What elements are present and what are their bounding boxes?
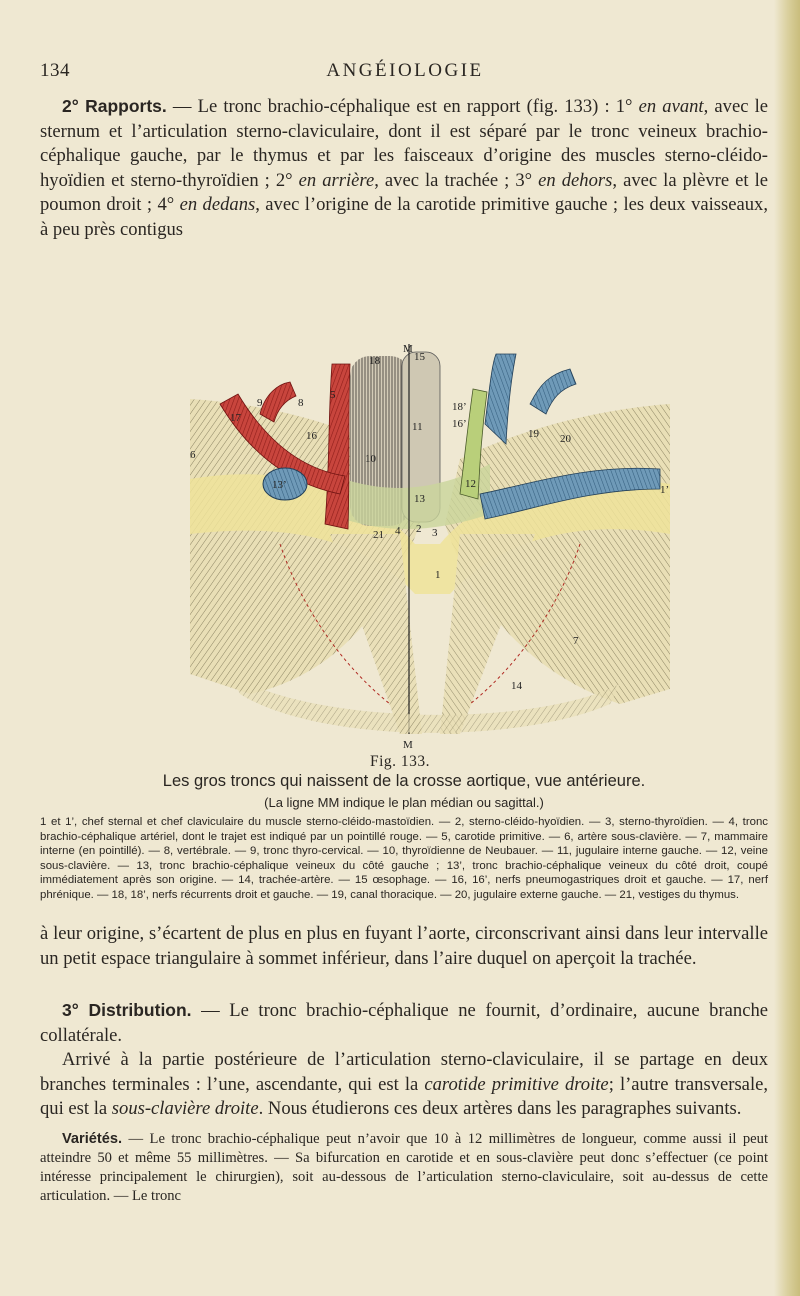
text-run: — Le tronc brachio-céphalique peut n’avoir que 10 à 12 millimètres de longueur, comme aussi il peut atteindre 50 et même 55 millimètres. — Sa bifurcation en carotide et en sous-clavière peut donc s’effectuer (ce point intéresse principalement le chirurgien), soit au-dessous de l’articulation sterno-claviculaire, soit au-dessus de cette articulation. — Le tronc [40,1131,768,1204]
text-run: , avec le sternum et l’articulation sterno-claviculaire, dont il est séparé par le tronc veineux brachio-céphalique gauche, par le thymus et par les faisceaux d’origine des muscles sterno-cléido-hyoïdien et sterno-thyroïdien ; 2° [40,96,768,191]
label-m-bottom: M [403,739,413,749]
italic-run: sous-clavière droite [111,1098,259,1120]
varietes-paragraph [40,1130,768,1206]
text-run: ; l’autre transversale, qui est la [40,1073,769,1120]
after-figure-paragraph [40,922,768,971]
figure-title: Les gros troncs qui naissent de la crosse aortique, vue antérieure. [162,772,646,790]
label-11: 11 [412,421,423,433]
page-edge-shading [774,0,800,1296]
italic-run: en dehors [538,169,613,191]
label-1: 1 [435,569,441,581]
italic-run: carotide primitive droite [424,1073,609,1095]
figure-number: Fig. 133. [369,753,431,770]
label-13: 13 [414,493,425,505]
text-run: — Le tronc brachio-céphalique ne fournit, d’ordinaire, aucune branche collatérale. [40,1000,768,1046]
carotid-artery [325,364,350,529]
rapports-heading: 2° Rapports. [62,96,167,116]
italic-run: en dedans [179,194,256,216]
text-run: . Nous étudierons ces deux artères dans les paragraphes suivants. [258,1098,742,1120]
figure-illustration [190,344,670,749]
label-m-top: M [403,344,413,355]
label-3: 3 [432,527,438,539]
distribution-paragraph [40,998,768,1048]
page-header [40,60,770,86]
label-5: 5 [330,389,336,401]
anatomical-figure [190,344,670,749]
sternum-edge [230,674,620,733]
external-jugular-vein [530,369,576,414]
label-2: 2 [416,523,422,535]
label-18: 18 [369,355,380,367]
figure-legend: 1 et 1’, chef sternal et chef claviculaire du muscle sterno-cléido-mastoïdien. — 2, sterno-cléido-hyoïdien. — 3, sterno-thyroïdien. — 4, tronc brachio-céphalique artériel, dont le trajet est indiqué par un pointillé rouge. — 5, carotide primitive. — 6, artère sous-clavière. — 7, mammaire interne (en pointillé). — 8, vertébrale. — 9, tronc thyro-cervical. — 10, thyroïdienne de Neubauer. — 11, jugulaire interne gauche. — 12, veine sous-clavière. — 13, tronc brachio-céphalique veineux du côté gauche ; 13’, tronc brachio-céphalique veineux du côté droit, coupé immédiatement après son origine. — 14, trachée-artère. — 15 œsophage. — 16, 16’, nerfs pneumogastriques droit et gauche. — 17, nerf phrénique. — 18, 18’, nerfs récurrents droit et gauche. — 19, canal thoracique. — 20, jugulaire externe gauche. — 21, vestiges du thymus. [40,816,768,901]
label-6: 6 [190,449,196,461]
label-8: 8 [298,397,304,409]
label-10: 10 [365,453,376,465]
after-figure-text: à leur origine, s’écartent de plus en plus en fuyant l’aorte, circonscrivant ainsi dans leur intervalle un petit espace triangulaire à sommet inférieur, dans l’aire duquel on aperçoit la trachée. [40,923,768,969]
arrive-paragraph [40,1048,768,1122]
label-21: 21 [373,529,384,541]
running-title: ANGÉIOLOGIE [326,60,484,81]
label-18-prime: 18’ [452,401,467,413]
label-20: 20 [560,433,571,445]
label-4: 4 [395,525,401,537]
label-1-prime: 1’ [660,484,670,496]
text-run: , avec l’origine de la carotide primitive gauche ; les deux vaisseaux, à peu près contigus [40,194,769,240]
rapports-paragraph [40,94,768,243]
label-17: 17 [230,412,241,424]
page-number: 134 [40,60,70,81]
figure-subtitle: (La ligne MM indique le plan médian ou sagittal.) [264,795,544,810]
label-14: 14 [511,680,522,692]
label-16: 16 [306,430,317,442]
text-run: , avec la trachée ; 3° [374,169,539,191]
label-9: 9 [257,397,263,409]
varietes-heading: Variétés. [62,1131,123,1147]
label-12: 12 [465,478,476,490]
label-19: 19 [528,428,539,440]
label-15: 15 [414,351,425,363]
text-run: , avec la plèvre et le poumon droit ; 4° [40,169,769,216]
italic-run: en arrière [298,169,375,191]
label-13-prime: 13’ [272,479,287,491]
text-run: — Le tronc brachio-céphalique est en rapport (fig. 133) : 1° [166,96,639,117]
distribution-heading: 3° Distribution. [62,1000,192,1020]
label-16-prime: 16’ [452,418,467,430]
italic-run: en avant [638,96,704,117]
label-7: 7 [573,635,579,647]
internal-jugular-vein [485,354,516,444]
text-run: Arrivé à la partie postérieure de l’articulation sterno-claviculaire, il se partage en deux branches terminales : l’une, ascendante, qui est la [40,1049,768,1095]
